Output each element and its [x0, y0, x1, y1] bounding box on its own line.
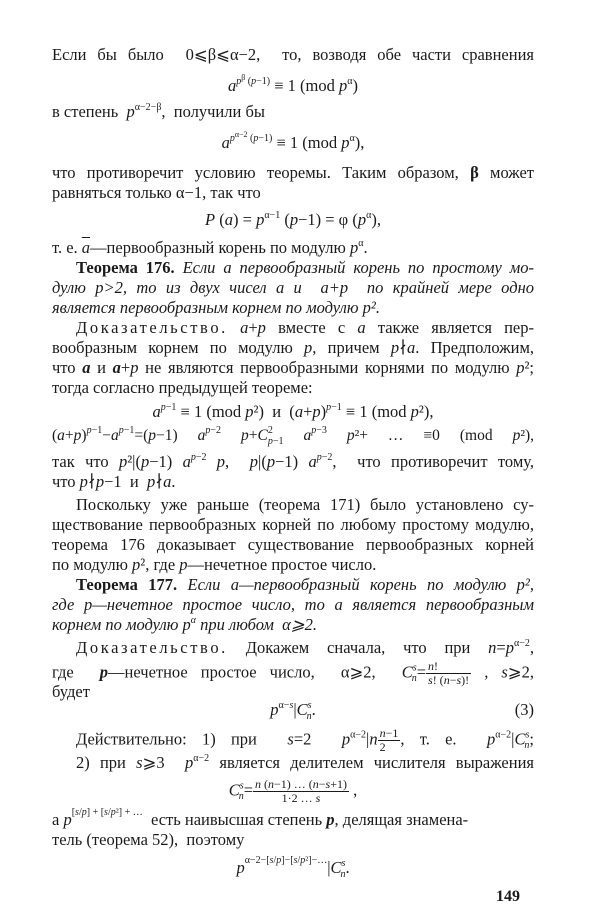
proof-line: Доказательство. Докажем сначала, что при $n=p^{\alpha-2}$, — [76, 638, 534, 657]
proof-line: Доказательство. a+p вместе с a также является пер- — [76, 318, 535, 337]
text-line: что противоречит условию теоремы. Таким образом, β может — [52, 163, 535, 182]
paragraph-line: ществование первообразных корней по любому простому модулю, — [52, 515, 534, 534]
theorem-177-text: корнем по модулю $p^\alpha$ при любом α⩾2. — [52, 615, 317, 634]
proof-line: а $p^{[s/p] + [s/p^2] + \dots}$ есть наивысшая степень p, делящая знамена- — [52, 807, 469, 829]
proof-line: так что p²|(p−1) $a^{p-2}$ p, p|(p−1) $a^{p-2}$, что противоречит тому, — [52, 452, 534, 471]
formula: $a^{p^\beta (p-1)} \equiv 1$ (mod $p^\alpha$) — [227, 73, 359, 95]
formula: $a^{p-1} \equiv 1$ (mod p²) и $(a+p)^{p-1} \equiv 1$ (mod p²), — [152, 402, 434, 421]
proof-line: тель (теорема 52), поэтому — [52, 830, 245, 849]
text-line: равняться только α−1, так что — [52, 183, 261, 202]
proof-line: вообразным корнем по модулю p, причем p∤a. Предположим, — [52, 338, 535, 357]
proof-line: где p—нечетное простое число, α⩾2, $C^s_n=$ $\frac{n!}{s! (n-s)!}$ , s⩾2, — [52, 659, 534, 687]
proof-line: будет — [52, 682, 90, 701]
page-number: 149 — [496, 888, 520, 905]
formula: P $(a) = p^{\alpha-1}$ (p−1) = φ $(p^\alpha)$, — [205, 210, 381, 229]
theorem-177-heading: Теорема 177. Если a—первообразный корень по модулю p², — [76, 575, 535, 594]
formula: $(a+p)^{p-1}-a^{p-1}=(p-1)$ $a^{p-2}$ $p+C^2_{p-1}$ $a^{p-3}$ p²+ … ≡0 (mod p²), — [52, 425, 534, 447]
formula: $a^{p^{\alpha-2} (p-1)} \equiv 1$ (mod $p^\alpha$), — [221, 130, 365, 152]
proof-line: что p∤p−1 и p∤a. — [52, 472, 176, 491]
equation-number: (3) — [514, 700, 534, 719]
text-line: Если бы было 0⩽β⩽α−2, то, возводя обе части сравнения — [52, 45, 534, 64]
theorem-176-text: является первообразным корнем по модулю p². — [52, 298, 380, 317]
formula: $C^s_n=$ $\frac{n (n-1) \dots (n-s+1)}{1\cdot 2 \dots s}$ , — [228, 777, 358, 805]
proof-line: Действительно: 1) при s=2 $p^{\alpha-2}|n$ $\frac{n-1}{2}$ , т. е. $p^{\alpha-2}|C^s_n$; — [76, 726, 534, 754]
paragraph-line: Поскольку уже раньше (теорема 171) было установлено су- — [76, 495, 534, 514]
theorem-176-heading: Теорема 176. Если a первообразный корень по простому мо- — [76, 258, 535, 277]
proof-line: тогда согласно предыдущей теореме: — [52, 378, 313, 397]
text-line: в степень $p^{\alpha-2-\beta}$, получили бы — [52, 102, 265, 121]
formula: $p^{\alpha-2-[s/p]-[s/p^2]-\dots}|C^s_n$. — [236, 855, 350, 880]
paragraph-line: теорема 176 доказывает существование первообразных корней — [52, 535, 534, 554]
formula-3: $p^{\alpha-s}|C^s_n$. (3) — [270, 700, 534, 722]
text-line: т. е. $\overline{a}—первообразный$ корень по модулю $p^\alpha$. — [52, 238, 368, 257]
proof-line: что a и a+p не являются первообразными корнями по модулю p²; — [52, 358, 534, 377]
proof-line: 2) при s⩾3 $p^{\alpha-2}$ является делителем числителя выражения — [76, 753, 535, 772]
theorem-177-text: где p—нечетное простое число, то a является первообразным — [52, 595, 534, 614]
theorem-176-text: дулю p>2, то из двух чисел a и a+p по крайней мере одно — [52, 278, 534, 297]
paragraph-line: по модулю p², где p—нечетное простое число. — [52, 555, 377, 574]
